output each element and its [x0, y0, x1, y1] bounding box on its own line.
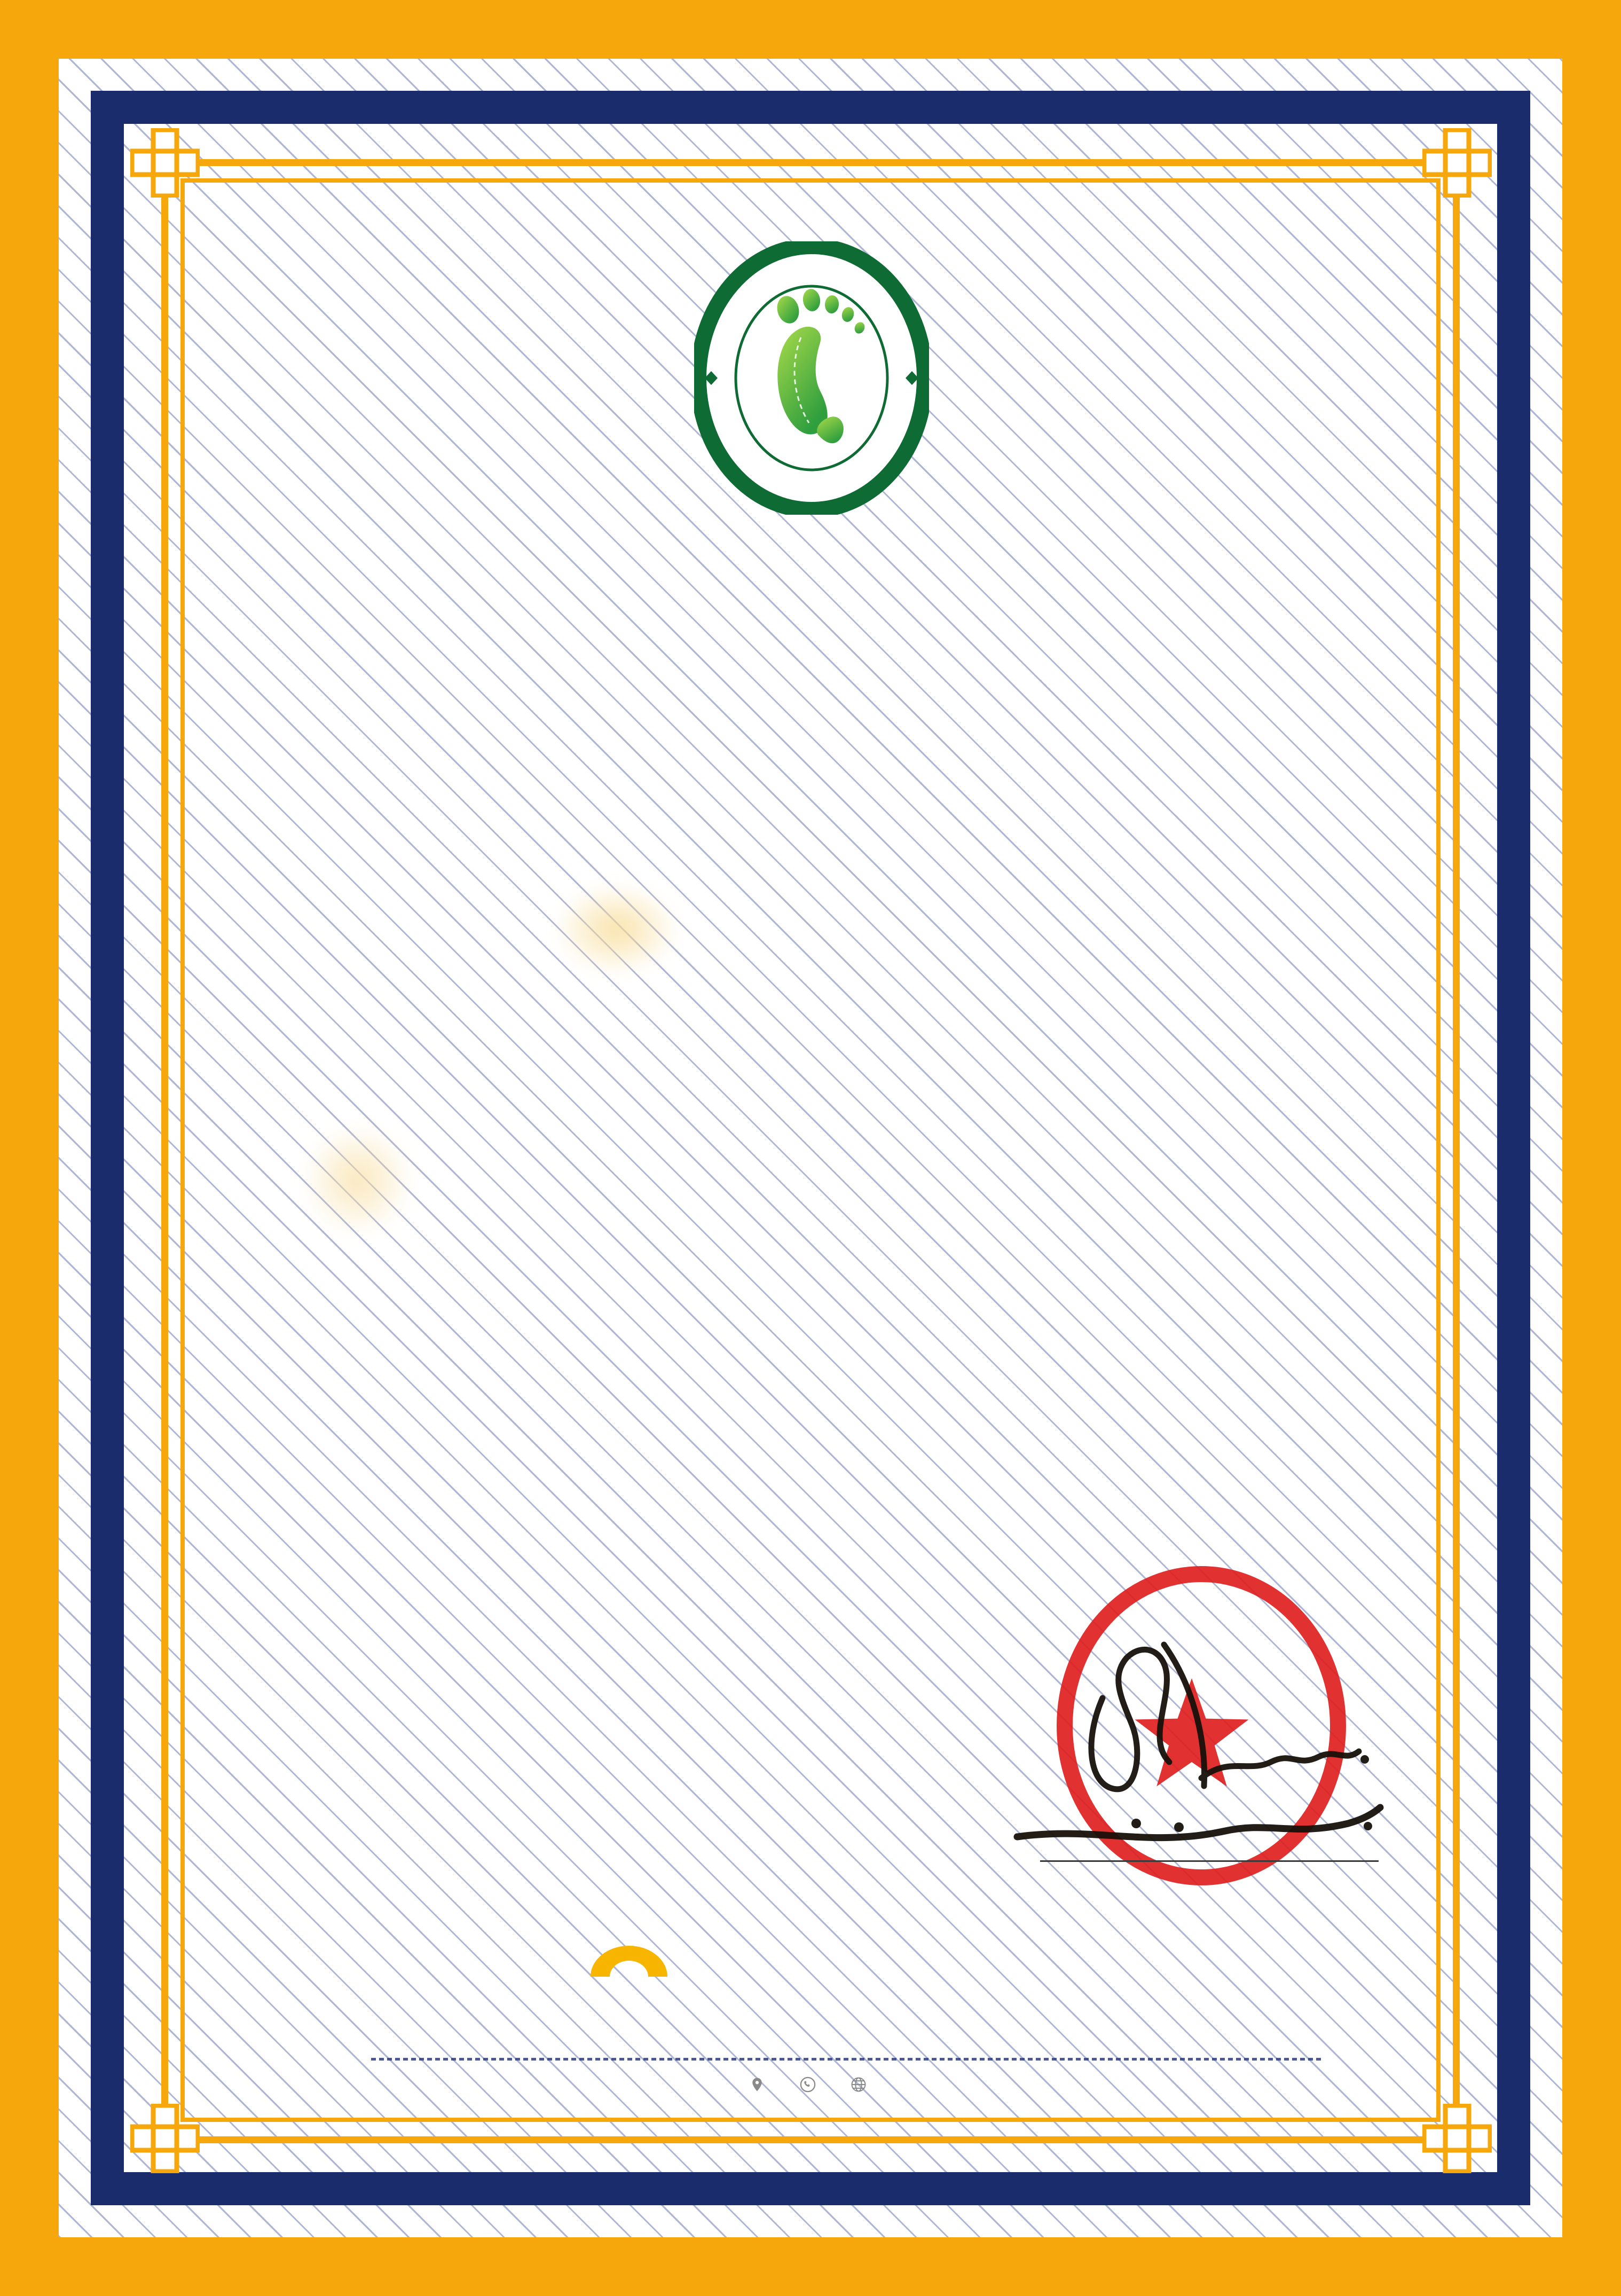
micro-dash-divider: [371, 2058, 1324, 2061]
frame-corner-ornament: [130, 2104, 200, 2173]
frame-corner-ornament: [1422, 2104, 1492, 2173]
frame-corner-ornament: [1422, 128, 1492, 198]
footer-contact-line: [0, 2072, 1621, 2095]
cream-watermark-blob: [278, 1100, 438, 1260]
cream-watermark-blob: [529, 865, 705, 993]
signer-signature-line: [1040, 1860, 1379, 1862]
qr-code-pixelated: [1270, 229, 1451, 410]
cqm-logo-arc-icon: [586, 1944, 672, 1977]
frame-corner-ornament: [130, 128, 200, 198]
location-pin-icon: [749, 2077, 765, 2093]
footer-website-seg: [851, 2073, 872, 2095]
carbon-footprint-badge-logo: [694, 241, 929, 515]
official-stamp: [1004, 1559, 1399, 1901]
globe-icon: [851, 2077, 867, 2093]
footer-phone-seg: [800, 2073, 821, 2095]
phone-icon: [800, 2077, 816, 2093]
footer-address-cn-seg: [749, 2073, 770, 2095]
certificate-number-line: [0, 663, 1621, 696]
